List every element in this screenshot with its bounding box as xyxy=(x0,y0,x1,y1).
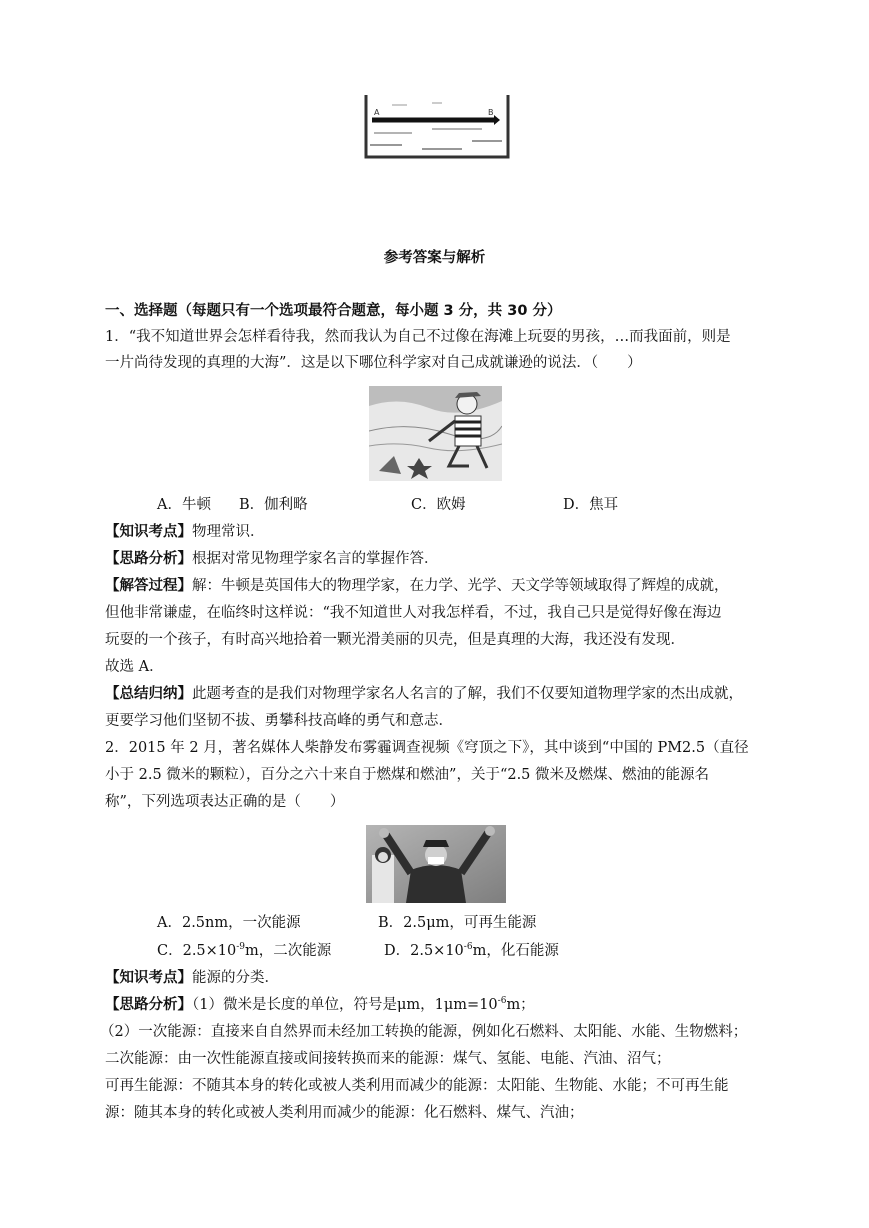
q2-stem-line2: 小于 2.5 微米的颗粒），百分之六十来自于燃煤和燃油”，关于“2.5 微米及燃煤、燃油的能源名 xyxy=(105,767,710,783)
q1-stem-line2: 一片尚待发现的真理的大海”．这是以下哪位科学家对自己成就谦逊的说法．（ ） xyxy=(105,355,642,371)
boy-on-beach-image xyxy=(369,386,502,481)
q1-process-label: 【解答过程】 xyxy=(105,578,192,594)
section-heading: 一、选择题（每题只有一个选项最符合题意，每小题 3 分，共 30 分） xyxy=(105,303,562,319)
q1-summary-text1: 此题考查的是我们对物理学家名人名言的了解，我们不仅要知道物理学家的杰出成就， xyxy=(192,686,743,702)
q1-option-b: B．伽利略 xyxy=(239,497,308,513)
q2-knowledge-text: 能源的分类． xyxy=(192,970,279,986)
answer-title: 参考答案与解析 xyxy=(383,250,486,266)
q1-process-line1 xyxy=(105,576,765,596)
q1-option-a: A．牛顿 xyxy=(157,497,211,513)
q1-knowledge-text: 物理常识． xyxy=(192,524,265,540)
q1-option-d: D．焦耳 xyxy=(563,497,619,513)
q2-analysis-unit: m； xyxy=(506,997,535,1013)
q2-knowledge xyxy=(105,968,765,988)
smog-photo xyxy=(366,825,506,903)
q2-option-c-base: C．2.5×10 xyxy=(157,943,237,959)
q2-stem-line1: 2．2015 年 2 月，著名媒体人柴静发布雾霾调查视频《穹顶之下》，其中谈到“中国的 PM2.5（直径 xyxy=(105,740,749,756)
q2-option-d-rest: m，化石能源 xyxy=(472,943,559,959)
q1-process-line2: 但他非常谦虚，在临终时这样说：“我不知道世人对我怎样看，不过，我自己只是觉得好像在海边 xyxy=(105,605,722,621)
q2-option-c-rest: m，二次能源 xyxy=(245,943,332,959)
q1-stem-line1: 1．“我不知道世界会怎样看待我，然而我认为自己不过像在海滩上玩耍的男孩，…而我面前，则是 xyxy=(105,329,731,345)
q2-analysis-line4: 可再生能源：不随其本身的转化或被人类利用而减少的能源：太阳能、生物能、水能；不可再生能 xyxy=(105,1078,729,1094)
rod-in-water-figure xyxy=(362,93,512,161)
q2-option-c-exponent: -9 xyxy=(236,942,246,952)
q1-summary-line1 xyxy=(105,684,765,704)
q2-option-d-exponent: -6 xyxy=(463,942,473,952)
q2-analysis-line3: 二次能源：由一次性能源直接或间接转换而来的能源：煤气、氢能、电能、汽油、沼气； xyxy=(105,1051,671,1067)
q1-analysis-text: 根据对常见物理学家名言的掌握作答． xyxy=(192,551,439,567)
q1-summary-line2: 更要学习他们坚韧不拔、勇攀科技高峰的勇气和意志． xyxy=(105,713,453,729)
q1-process-line3: 玩耍的一个孩子，有时高兴地拾着一颗光滑美丽的贝壳，但是真理的大海，我还没有发现． xyxy=(105,632,685,648)
q2-analysis-exponent: -6 xyxy=(497,996,507,1006)
label-b: B xyxy=(488,108,494,117)
q1-analysis xyxy=(105,549,765,569)
q2-analysis-line5: 源：随其本身的转化或被人类利用而减少的能源：化石燃料、煤气、汽油； xyxy=(105,1105,584,1121)
q1-knowledge xyxy=(105,522,765,542)
q2-option-d xyxy=(384,941,559,961)
q1-analysis-label: 【思路分析】 xyxy=(105,551,192,567)
q2-stem-line3: 称”，下列选项表达正确的是（ ） xyxy=(105,794,345,810)
q1-option-c: C．欧姆 xyxy=(411,497,466,513)
q2-option-b: B．2.5μm，可再生能源 xyxy=(378,915,537,931)
q2-option-a: A．2.5nm，一次能源 xyxy=(157,915,301,931)
q2-analysis-label: 【思路分析】 xyxy=(105,997,192,1013)
label-a: A xyxy=(374,108,380,117)
q1-knowledge-label: 【知识考点】 xyxy=(105,524,192,540)
q2-analysis-line2: （2）一次能源：直接来自自然界而未经加工转换的能源，例如化石燃料、太阳能、水能、生物燃料； xyxy=(100,1024,748,1040)
q1-summary-label: 【总结归纳】 xyxy=(105,686,192,702)
q1-process-text1: 解：牛顿是英国伟大的物理学家，在力学、光学、天文学等领域取得了辉煌的成就， xyxy=(192,578,729,594)
q1-choice: 故选 A． xyxy=(105,659,164,675)
q2-analysis-line1 xyxy=(105,995,765,1015)
q2-option-c xyxy=(157,941,331,961)
q2-analysis-text: （1）微米是长度的单位，符号是μm，1μm=10 xyxy=(192,997,498,1013)
q2-option-d-base: D．2.5×10 xyxy=(384,943,464,959)
q2-knowledge-label: 【知识考点】 xyxy=(105,970,192,986)
